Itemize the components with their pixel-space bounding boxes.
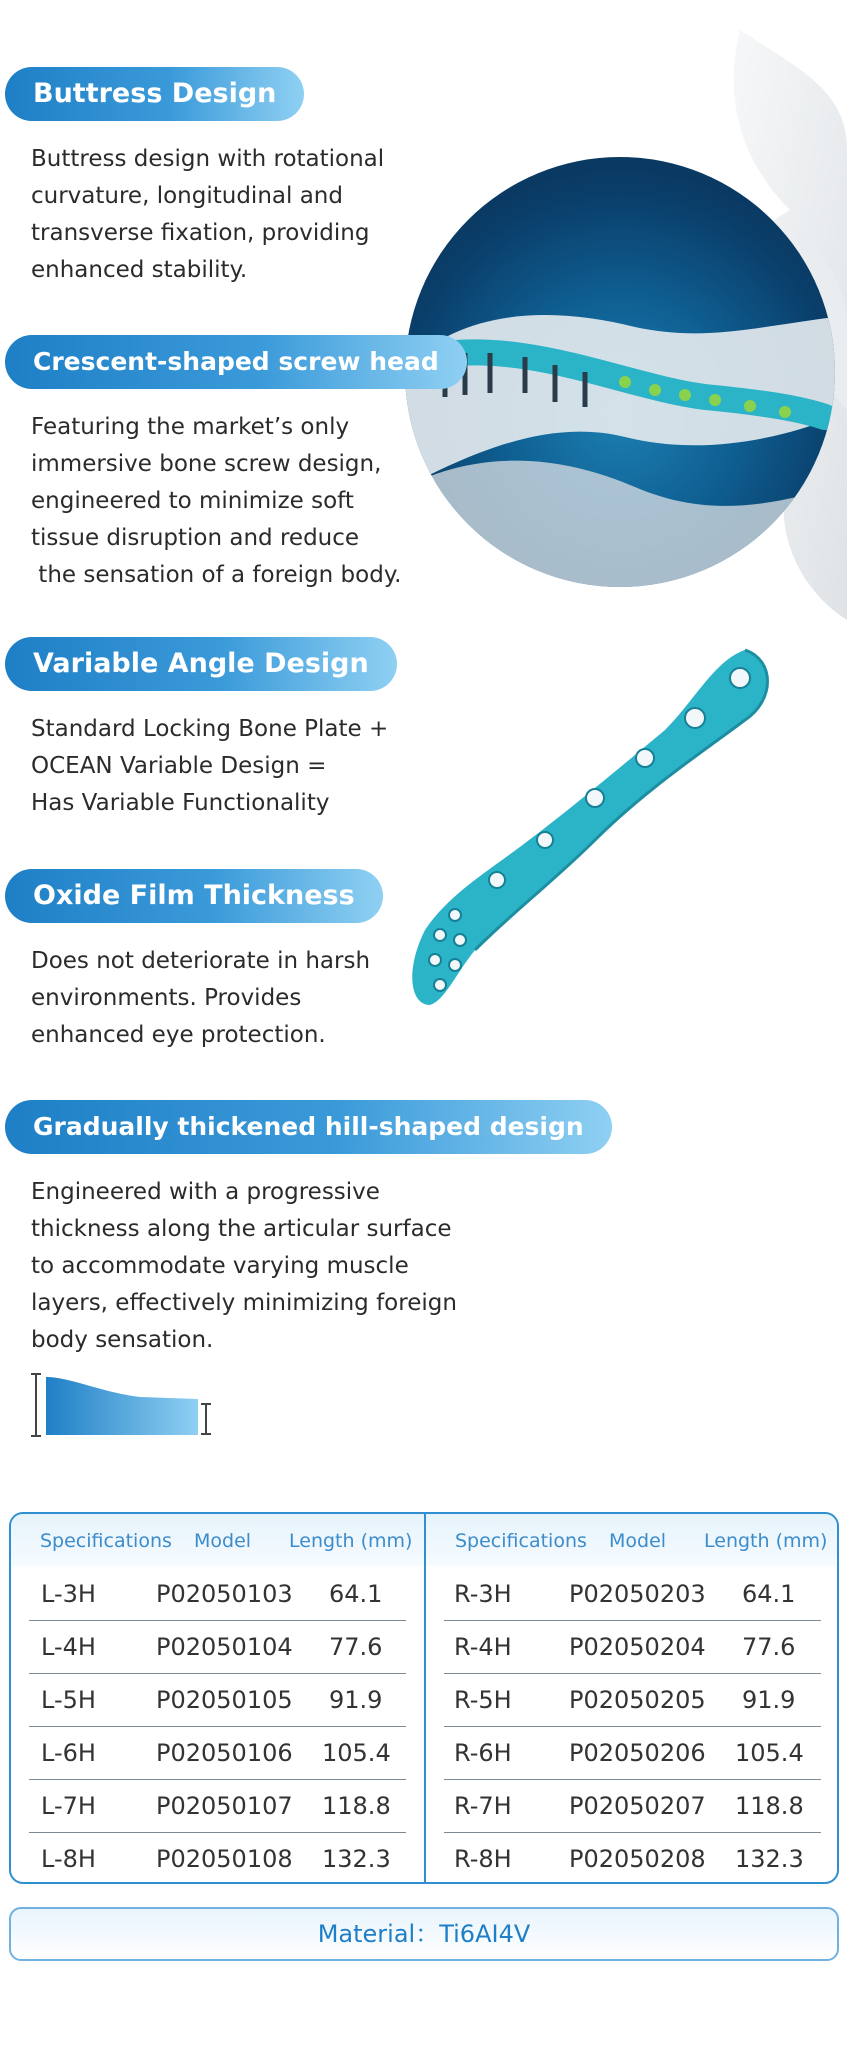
cell-spec: L-7H <box>41 1792 96 1820</box>
cell-model: P02050103 <box>156 1580 293 1608</box>
left-side-table <box>11 1514 424 1884</box>
cell-model: P02050205 <box>569 1686 706 1714</box>
cell-spec: R-4H <box>454 1633 512 1661</box>
cell-spec: R-3H <box>454 1580 512 1608</box>
feature-description-crescent <box>31 409 401 594</box>
table-row <box>444 1621 821 1674</box>
plate-on-bone-image <box>405 157 835 587</box>
table-row <box>444 1568 821 1621</box>
cell-length: 118.8 <box>322 1792 391 1820</box>
cell-length: 91.9 <box>329 1686 383 1714</box>
cell-spec: L-8H <box>41 1845 96 1873</box>
right-side-table <box>424 1514 839 1884</box>
feature-description-hill-shaped <box>31 1174 457 1359</box>
table-row <box>29 1621 406 1674</box>
description-line: layers, effectively minimizing foreign <box>31 1290 457 1316</box>
header-model: Model <box>609 1530 667 1552</box>
description-line: Buttress design with rotational <box>31 146 385 172</box>
cell-model: P02050207 <box>569 1792 706 1820</box>
table-row <box>444 1674 821 1727</box>
description-line: Engineered with a progressive <box>31 1179 380 1205</box>
feature-description-buttress <box>31 141 384 289</box>
cell-length: 132.3 <box>322 1845 391 1873</box>
description-line: to accommodate varying muscle <box>31 1253 409 1279</box>
header-model: Model <box>194 1530 252 1552</box>
plate-illustration <box>405 157 835 587</box>
cell-spec: L-3H <box>41 1580 96 1608</box>
cell-length: 118.8 <box>735 1792 804 1820</box>
cell-spec: R-5H <box>454 1686 512 1714</box>
cell-model: P02050104 <box>156 1633 293 1661</box>
cell-spec: L-5H <box>41 1686 96 1714</box>
cell-length: 105.4 <box>735 1739 804 1767</box>
cell-spec: R-7H <box>454 1792 512 1820</box>
header-length: Length (mm) <box>704 1530 828 1552</box>
header-specifications: Specifications <box>40 1530 172 1552</box>
description-line: Does not deteriorate in harsh <box>31 948 371 974</box>
material-bar <box>9 1907 839 1961</box>
table-row <box>29 1674 406 1727</box>
cell-length: 77.6 <box>329 1633 383 1661</box>
description-line: engineered to minimize soft <box>31 488 354 514</box>
description-line: enhanced stability. <box>31 257 248 283</box>
cell-length: 91.9 <box>742 1686 796 1714</box>
cell-spec: R-6H <box>454 1739 512 1767</box>
cell-model: P02050106 <box>156 1739 293 1767</box>
cell-model: P02050107 <box>156 1792 293 1820</box>
description-line: transverse fixation, providing <box>31 220 370 246</box>
feature-title-hill-shaped: Gradually thickened hill-shaped design <box>5 1100 612 1154</box>
description-line: environments. Provides <box>31 985 302 1011</box>
material-label: Material： <box>317 1920 440 1948</box>
specifications-table <box>9 1512 839 1884</box>
table-header <box>11 1514 424 1566</box>
feature-title-crescent-screw-head: Crescent-shaped screw head <box>5 335 467 389</box>
cell-model: P02050204 <box>569 1633 706 1661</box>
feature-title-variable-angle: Variable Angle Design <box>5 637 397 691</box>
description-line: Has Variable Functionality <box>31 790 330 816</box>
table-header <box>426 1514 839 1566</box>
table-row <box>444 1727 821 1780</box>
cell-model: P02050208 <box>569 1845 706 1873</box>
cell-model: P02050203 <box>569 1580 706 1608</box>
description-line: OCEAN Variable Design = <box>31 753 327 779</box>
cell-model: P02050108 <box>156 1845 293 1873</box>
cell-length: 77.6 <box>742 1633 796 1661</box>
description-line: tissue disruption and reduce <box>31 525 360 551</box>
header-length: Length (mm) <box>289 1530 413 1552</box>
cell-length: 105.4 <box>322 1739 391 1767</box>
description-line: Standard Locking Bone Plate + <box>31 716 389 742</box>
table-row <box>29 1727 406 1780</box>
description-line: the sensation of a foreign body. <box>31 562 402 588</box>
cell-length: 132.3 <box>735 1845 804 1873</box>
table-row <box>29 1833 406 1884</box>
cell-length: 64.1 <box>329 1580 383 1608</box>
description-line: thickness along the articular surface <box>31 1216 452 1242</box>
feature-title-buttress: Buttress Design <box>5 67 304 121</box>
table-row <box>444 1833 821 1884</box>
table-row <box>444 1780 821 1833</box>
description-line: curvature, longitudinal and <box>31 183 343 209</box>
description-line: immersive bone screw design, <box>31 451 382 477</box>
cell-model: P02050105 <box>156 1686 293 1714</box>
material-value: Ti6AI4V <box>439 1920 531 1948</box>
feature-description-variable-angle <box>31 711 388 822</box>
table-row <box>29 1568 406 1621</box>
feature-title-oxide-film: Oxide Film Thickness <box>5 869 383 923</box>
cell-spec: L-6H <box>41 1739 96 1767</box>
description-line: enhanced eye protection. <box>31 1022 326 1048</box>
header-specifications: Specifications <box>455 1530 587 1552</box>
thickness-profile-diagram <box>30 1372 220 1438</box>
table-row <box>29 1780 406 1833</box>
cell-length: 64.1 <box>742 1580 796 1608</box>
cell-spec: L-4H <box>41 1633 96 1661</box>
feature-description-oxide-film <box>31 943 370 1054</box>
description-line: Featuring the market’s only <box>31 414 350 440</box>
cell-spec: R-8H <box>454 1845 512 1873</box>
description-line: body sensation. <box>31 1327 214 1353</box>
cell-model: P02050206 <box>569 1739 706 1767</box>
bone-plate-image <box>405 640 785 1020</box>
